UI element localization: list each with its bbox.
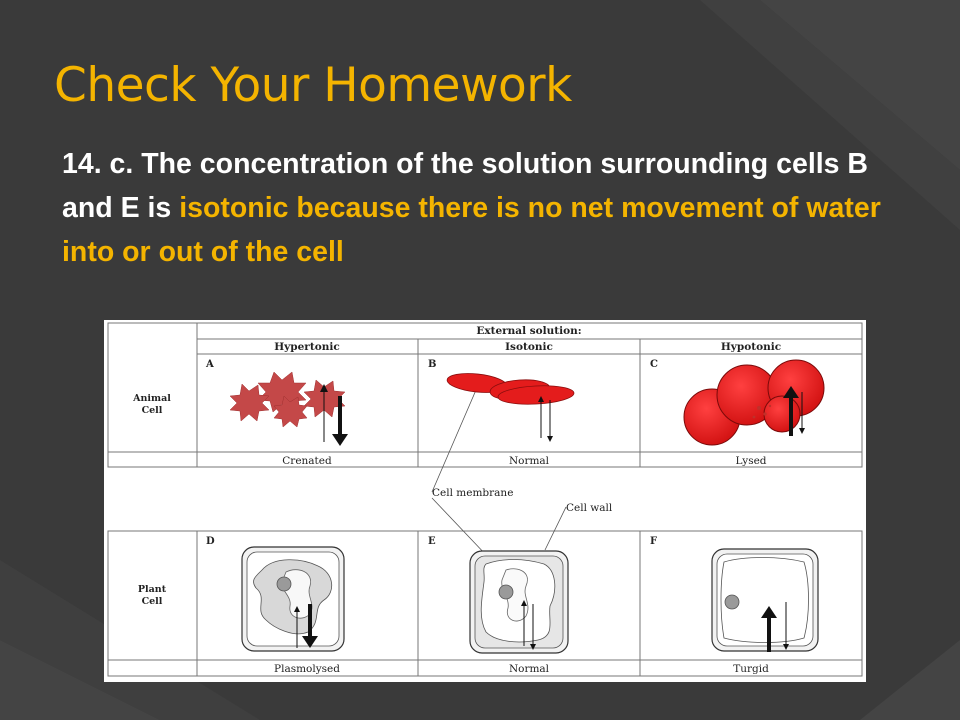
osmosis-figure xyxy=(104,320,866,682)
result-normal-plant: Normal xyxy=(508,663,550,675)
lysed-red-cells-illustration xyxy=(684,360,824,445)
normal-red-cells-illustration xyxy=(446,371,574,406)
normal-plant-cell-illustration xyxy=(470,551,568,653)
row-label-plant-line1: Plant xyxy=(137,584,167,595)
cell-letter-f: F xyxy=(650,536,658,547)
external-solution-header: External solution: xyxy=(476,325,582,337)
cell-letter-d: D xyxy=(206,536,215,547)
cell-letter-a: A xyxy=(206,359,214,370)
column-isotonic: Isotonic xyxy=(505,341,553,353)
row-label-animal-line2: Cell xyxy=(141,405,163,416)
result-lysed: Lysed xyxy=(735,455,767,467)
slide-title: Check Your Homework xyxy=(54,58,572,113)
cell-letter-c: C xyxy=(650,359,658,370)
result-normal-animal: Normal xyxy=(508,455,550,467)
body-highlight-text: isotonic because there is no net movement of water into or out of the cell xyxy=(62,192,881,268)
plasmolysed-plant-cell-illustration xyxy=(242,547,344,651)
cell-letter-b: B xyxy=(428,359,437,370)
callout-cell-membrane: Cell membrane xyxy=(432,487,514,499)
osmosis-diagram xyxy=(104,320,866,682)
callout-cell-wall: Cell wall xyxy=(566,502,613,514)
turgid-plant-cell-illustration xyxy=(712,549,818,651)
row-label-animal-line1: Animal xyxy=(133,393,171,404)
column-hypotonic: Hypotonic xyxy=(720,341,782,353)
result-plasmolysed: Plasmolysed xyxy=(274,663,340,675)
body-plain-text: 14. c. The concentration of the solution surrounding cells B and E is xyxy=(62,148,869,224)
crenated-cells-illustration xyxy=(230,372,345,427)
callout-leader-lines xyxy=(432,390,566,557)
result-turgid: Turgid xyxy=(733,663,769,675)
row-label-plant-line2: Cell xyxy=(141,596,163,607)
cell-letter-e: E xyxy=(428,536,436,547)
slide-body xyxy=(62,142,912,274)
result-crenated: Crenated xyxy=(282,455,332,467)
column-hypertonic: Hypertonic xyxy=(274,341,340,353)
